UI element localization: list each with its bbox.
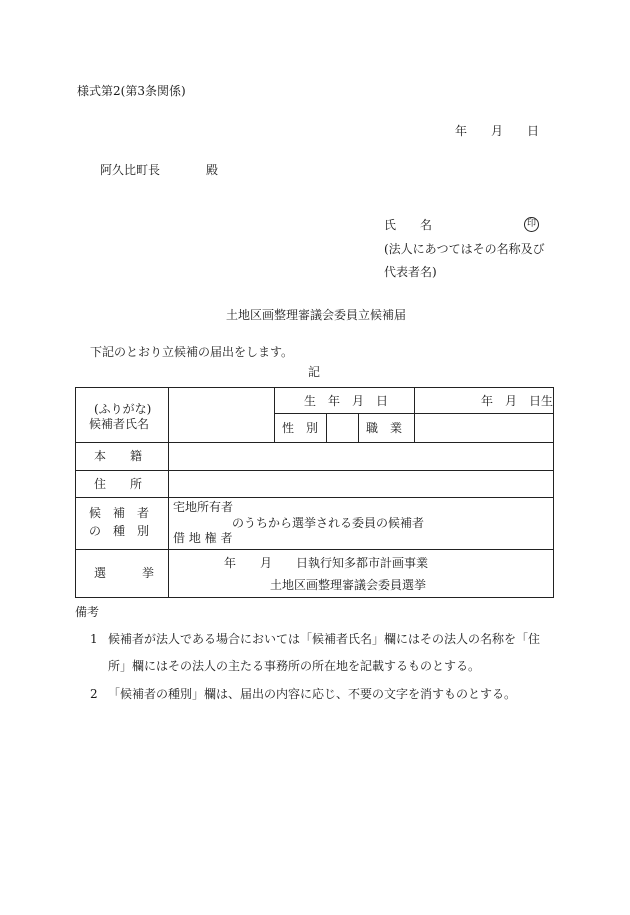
remark-1-number: 1 [90, 632, 98, 646]
birth-date-label: 生 年 月 日 [304, 394, 389, 408]
remark-2-number: 2 [90, 687, 98, 701]
candidate-type-label-1: 候 補 者 [89, 506, 150, 520]
domicile-label: 本 籍 [94, 449, 143, 463]
election-line2: 土地区画整理審議会委員選挙 [270, 578, 427, 592]
intro-text: 下記のとおり立候補の届出をします。 [90, 345, 294, 359]
remark-1-line2: 所」欄にはその法人の主たる事務所の所在地を記載するものとする。 [108, 659, 481, 673]
remark-2-text: 「候補者の種別」欄は、届出の内容に応じ、不要の文字を消すものとする。 [108, 687, 517, 701]
candidate-type-label-2: の 種 別 [89, 524, 150, 538]
date-day: 日 [527, 124, 540, 138]
election-line1: 年 月 日執行知多都市計画事業 [224, 556, 429, 570]
candidate-form-table [75, 387, 554, 598]
furigana-label: (ふりがな) [94, 402, 152, 416]
seal-mark: 印 [524, 217, 539, 232]
type-description: のうちから選挙される委員の候補者 [232, 516, 425, 530]
remarks-heading: 備考 [75, 605, 100, 619]
date-month: 月 [491, 124, 504, 138]
occupation-label: 職 業 [366, 421, 403, 435]
addressee-name: 阿久比町長 [100, 163, 161, 177]
addressee-honorific: 殿 [206, 163, 219, 177]
type-option-leaseholder: 借 地 権 者 [173, 531, 233, 545]
applicant-note-line1: (法人にあつてはその名称及び [384, 242, 545, 256]
election-label: 選 挙 [94, 566, 155, 580]
remark-1-line1: 候補者が法人である場合においては「候補者氏名」欄にはその法人の名称を「住 [108, 632, 541, 646]
sex-label: 性 別 [282, 421, 319, 435]
date-year: 年 [455, 124, 468, 138]
candidate-name-label: 候補者氏名 [89, 417, 150, 431]
applicant-note-line2: 代表者名) [384, 265, 437, 279]
address-label: 住 所 [94, 477, 143, 491]
applicant-name-label: 氏 名 [384, 218, 433, 232]
document-title: 土地区画整理審議会委員立候補届 [226, 308, 407, 322]
form-number: 様式第2(第3条関係) [77, 84, 186, 98]
ki-heading: 記 [308, 365, 321, 379]
type-option-land-owner: 宅地所有者 [173, 500, 234, 514]
birth-date-value: 年 月 日生 [481, 394, 554, 408]
